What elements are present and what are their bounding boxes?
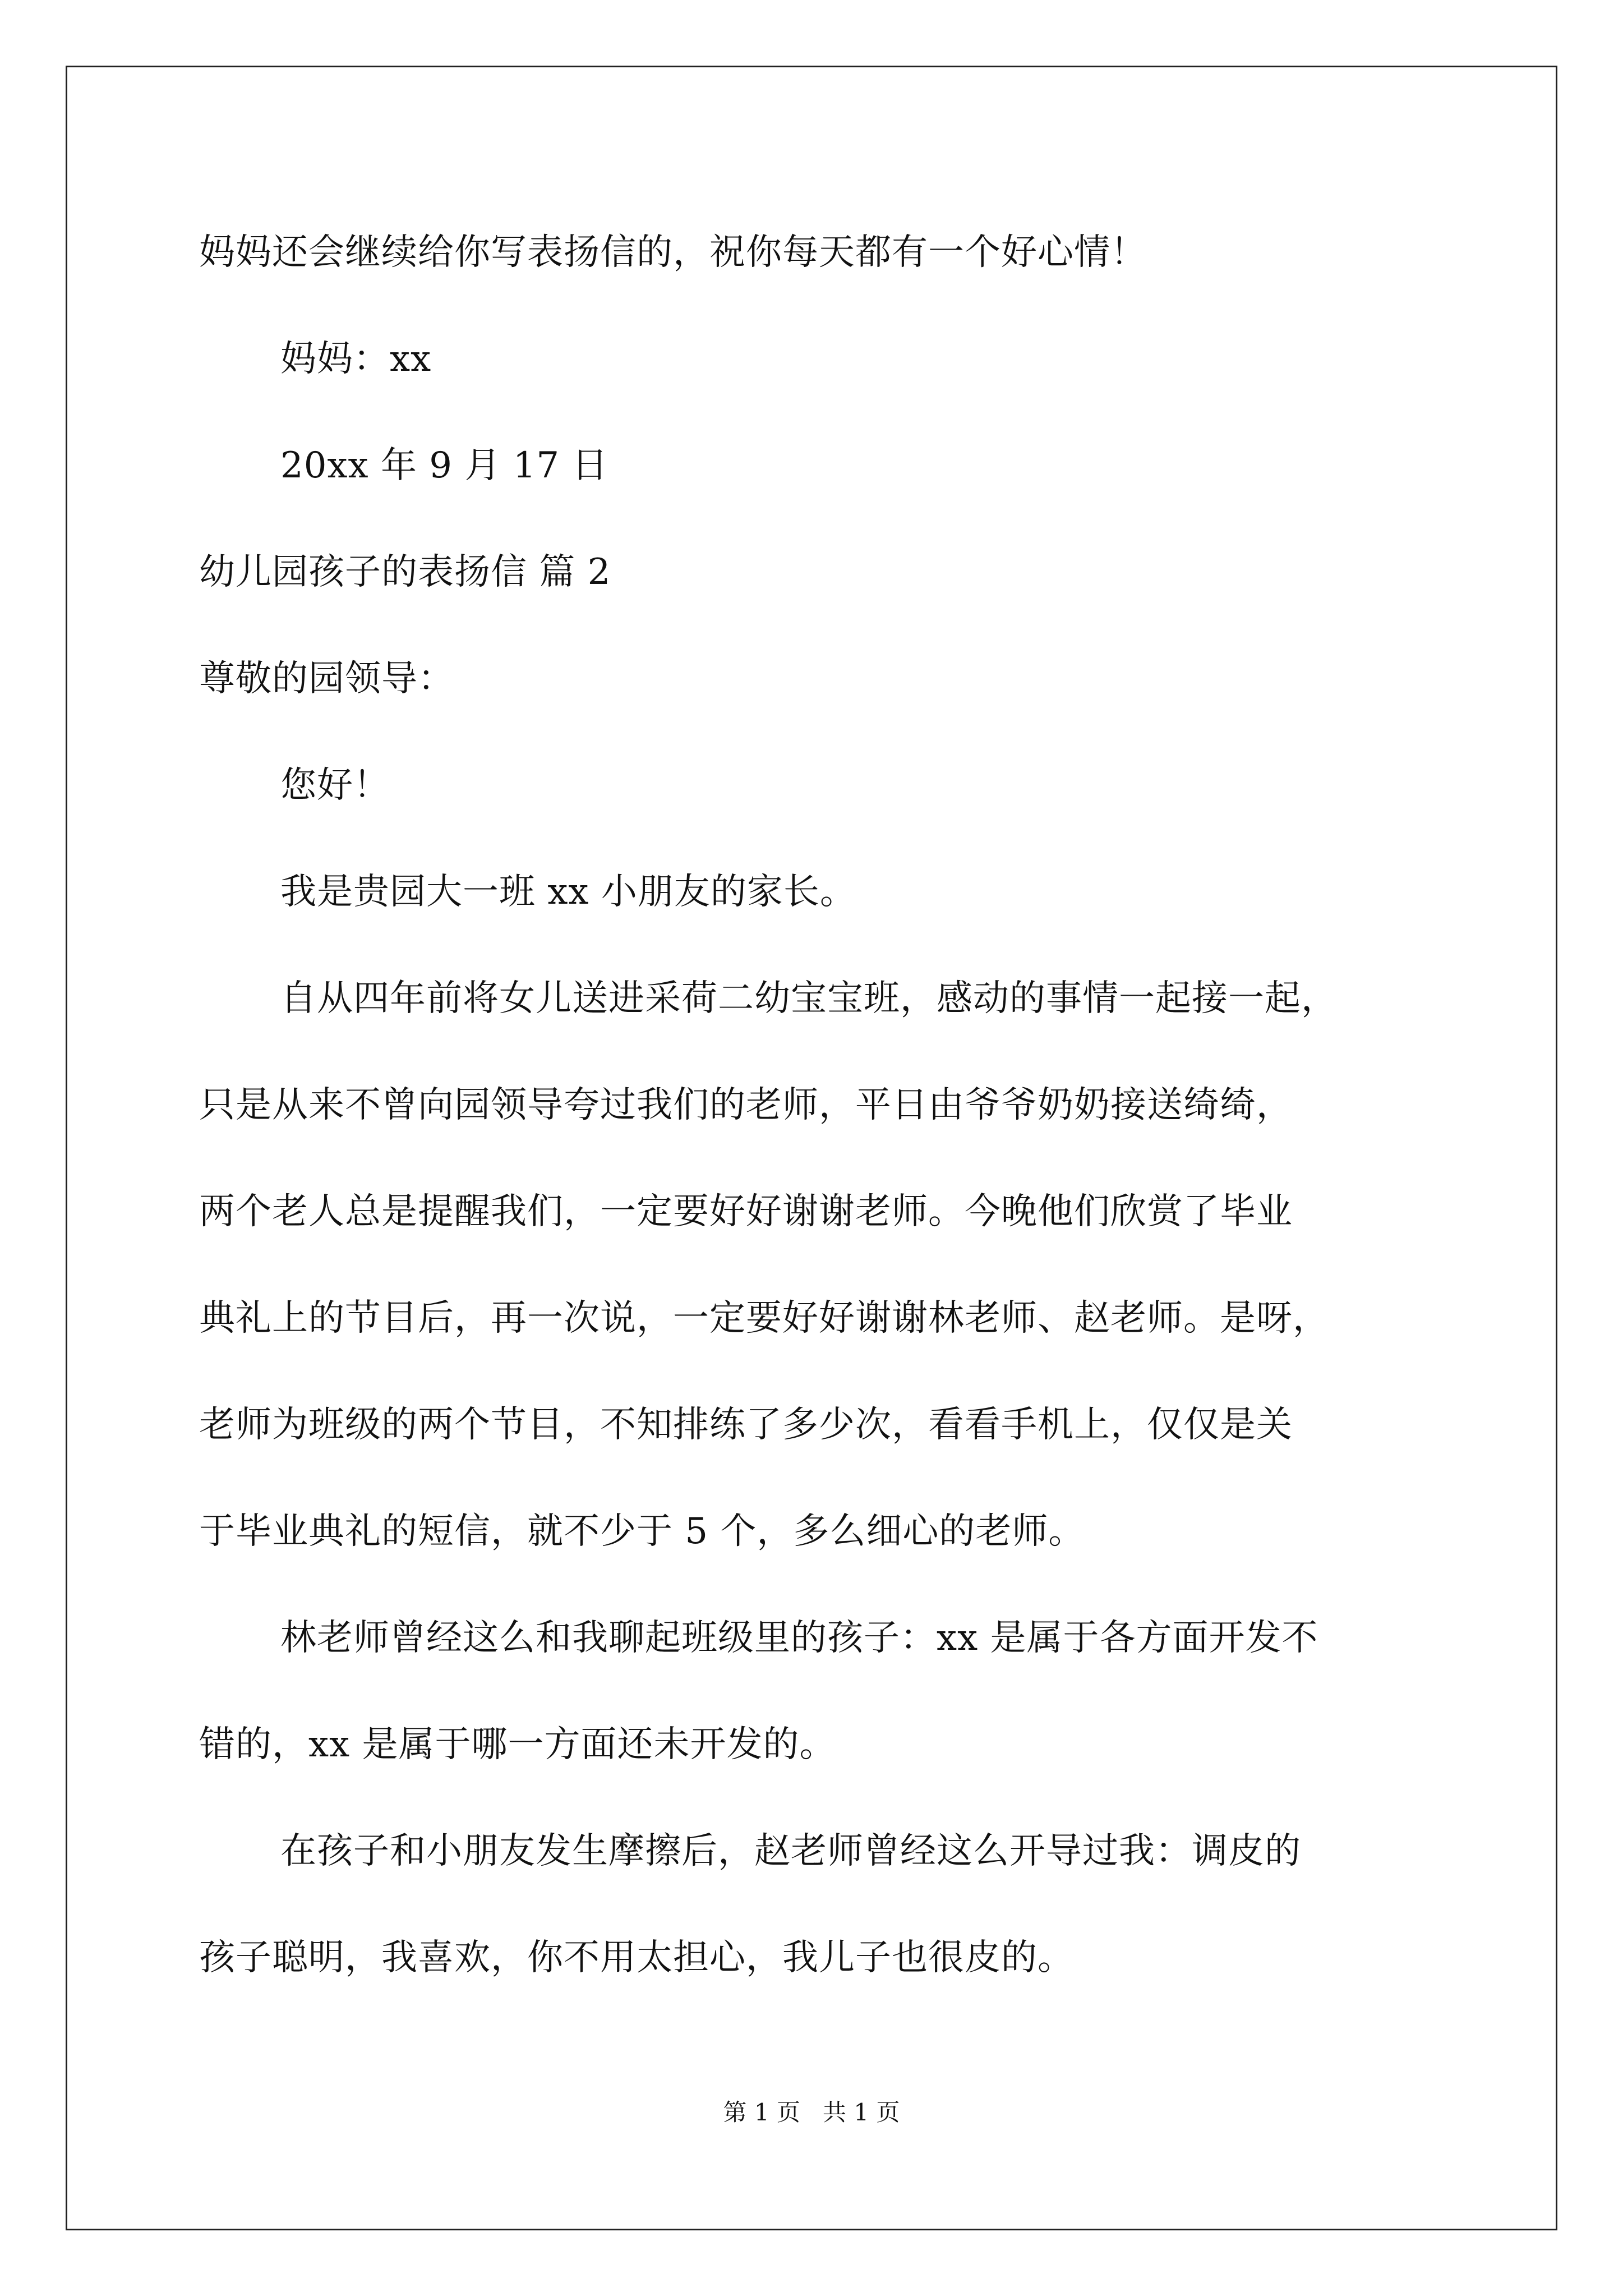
greeting: 您好！	[280, 765, 390, 806]
date-line: 20xx 年 9 月 17 日	[280, 445, 608, 486]
body-paragraph-line: 我是贵园大一班 xx 小朋友的家长。	[280, 871, 856, 913]
body-paragraph-line: 典礼上的节目后，再一次说，一定要好好谢谢林老师、赵老师。是呀，	[199, 1297, 1329, 1339]
page-number: 第 1 页 共 1 页	[723, 2099, 900, 2126]
body-paragraph-line: 错的，xx 是属于哪一方面还未开发的。	[199, 1724, 836, 1765]
signature-line: 妈妈：xx	[280, 338, 432, 380]
body-paragraph-line: 在孩子和小朋友发生摩擦后，赵老师曾经这么开导过我：调皮的	[280, 1830, 1301, 1872]
body-paragraph-line: 于毕业典礼的短信，就不少于 5 个，多么细心的老师。	[199, 1511, 1085, 1552]
body-paragraph-line: 林老师曾经这么和我聊起班级里的孩子：xx 是属于各方面开发不	[280, 1617, 1318, 1659]
closing-line: 妈妈还会继续给你写表扬信的，祝你每天都有一个好心情！	[199, 232, 1147, 273]
body-paragraph-line: 自从四年前将女儿送进采荷二幼宝宝班，感动的事情一起接一起，	[280, 978, 1338, 1019]
salutation: 尊敬的园领导：	[199, 658, 454, 700]
page-border	[66, 66, 1557, 2230]
body-paragraph-line: 两个老人总是提醒我们，一定要好好谢谢老师。今晚他们欣赏了毕业	[199, 1191, 1293, 1232]
body-paragraph-line: 只是从来不曾向园领导夸过我们的老师，平日由爷爷奶奶接送绮绮，	[199, 1084, 1293, 1126]
body-paragraph-line: 老师为班级的两个节目，不知排练了多少次，看看手机上，仅仅是关	[199, 1404, 1293, 1446]
body-paragraph-line: 孩子聪明，我喜欢，你不用太担心，我儿子也很皮的。	[199, 1937, 1074, 1978]
section-heading: 幼儿园孩子的表扬信 篇 2	[199, 551, 611, 593]
